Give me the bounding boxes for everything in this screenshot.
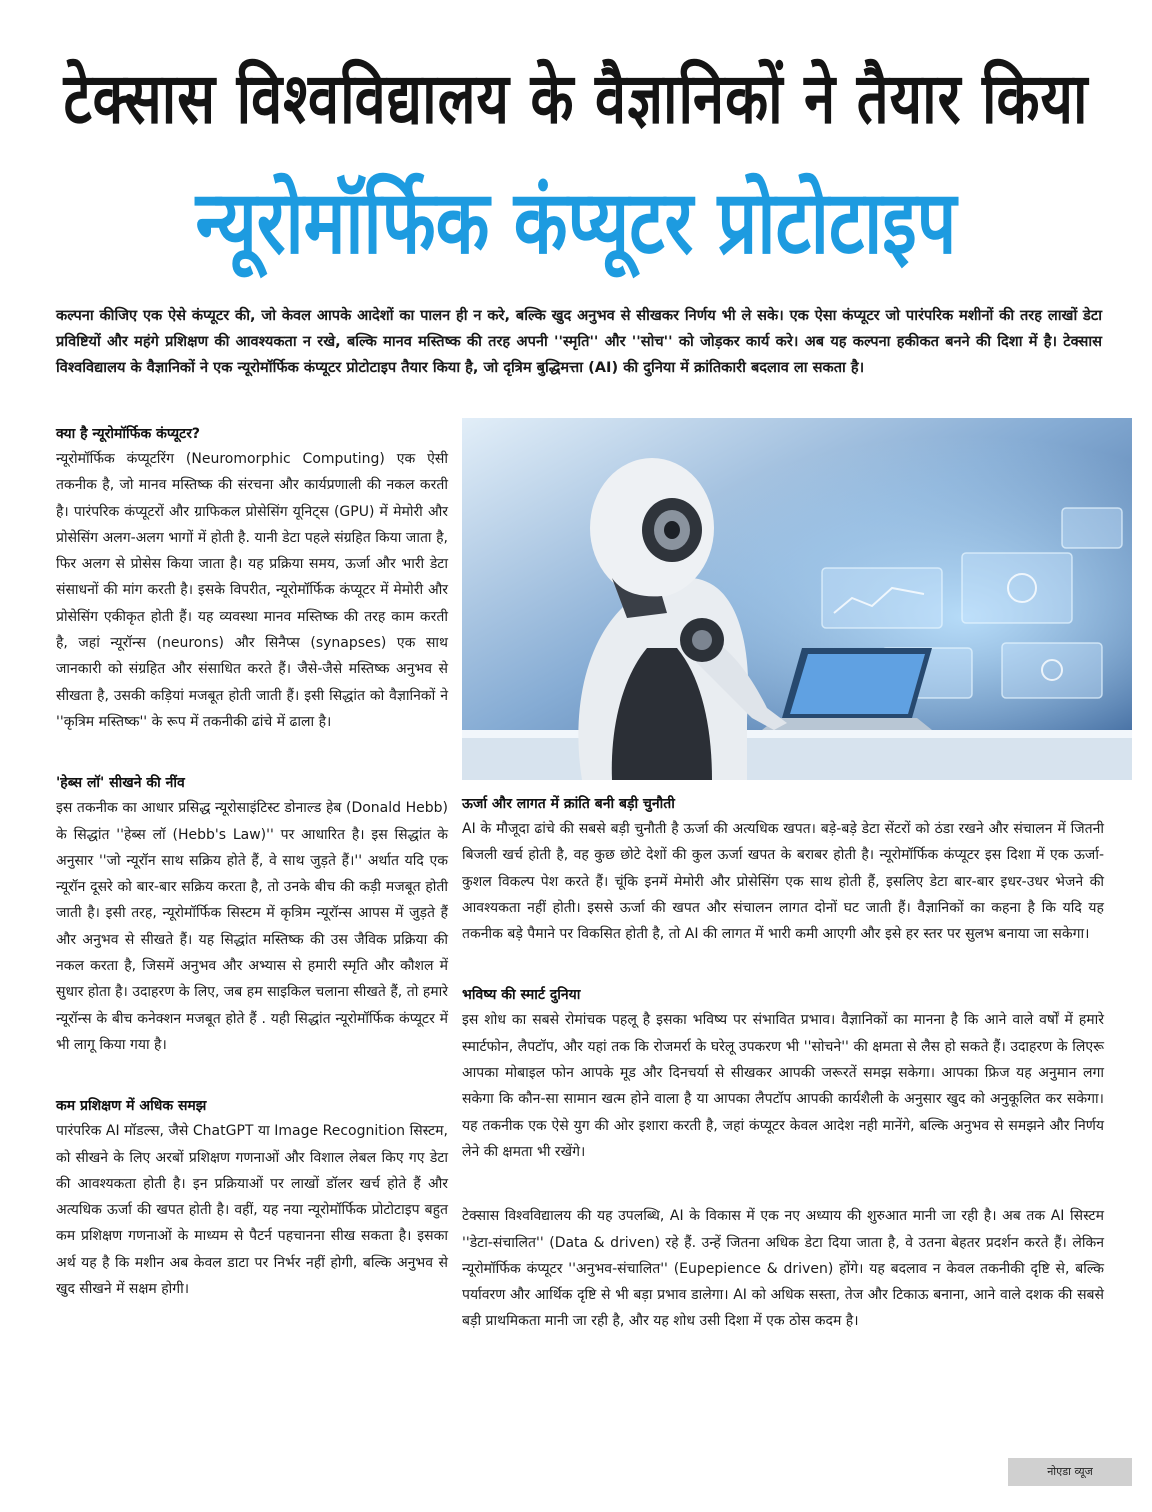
headline-line-1: टेक्सास विश्वविद्यालय के वैज्ञानिकों ने तैयार किया (63, 58, 1089, 140)
right-column (462, 794, 1104, 1335)
section-body-future: इस शोध का सबसे रोमांचक पहलू है इसका भविष्य पर संभावित प्रभाव। वैज्ञानिकों का मानना है कि आने वाले वर्षों में हमारे स्मार्टफोन, लैपटॉप, और यहां तक कि रोजमर्रा के घरेलू उपकरण भी ''सोचने'' की क्षमता से लैस हो सकते हैं। उदाहरण के लिएरू आपका मोबाइल फोन आपके मूड और दिनचर्या से सीखकर आपकी जरूरतें समझ सकेगा। आपका फ्रिज यह अनुमान लगा सकेगा कि कौन-सा सामान खत्म होने वाला है या आपका लैपटॉप आपकी कार्यशैली के अनुसार खुद को अनुकूलित कर सकेगा। यह तकनीक एक ऐसे युग की ओर इशारा करती है, जहां कंप्यूटर केवल आदेश नही मानेंगे, बल्कि अनुभव से समझने और निर्णय लेने की क्षमता भी रखेंगे। (462, 1012, 1104, 1160)
source-credit: नोएडा व्यूज (1008, 1458, 1132, 1486)
intro-paragraph: कल्पना कीजिए एक ऐसे कंप्यूटर की, जो केवल आपके आदेशों का पालन ही न करे, बल्कि खुद अनुभव से सीखकर निर्णय भी ले सके। एक ऐसा कंप्यूटर जो पारंपरिक मशीनों की तरह लाखों डेटा प्रविष्टियों और महंगे प्रशिक्षण की आवश्यकता न रखे, बल्कि मानव मस्तिष्क की तरह अपनी ''स्मृति'' और ''सोच'' को जोड़कर कार्य करे। अब यह कल्पना हकीकत बनने की दिशा में है। टेक्सास विश्वविद्यालय के वैज्ञानिकों ने एक न्यूरोमॉर्फिक कंप्यूटर प्रोटोटाइप तैयार किया है, जो दृत्रिम बुद्धिमत्ता (AI) की दुनिया में क्रांतिकारी बदलाव ला सकता है। (56, 306, 1102, 376)
section-title-future: भविष्य की स्मार्ट दुनिया (462, 987, 581, 1004)
section-title-hebb: 'हेब्स लॉ' सीखने की नींव (56, 775, 185, 792)
robot-laptop-photo (462, 418, 1132, 780)
section-title-training: कम प्रशिक्षण में अधिक समझ (56, 1098, 207, 1115)
section-body-conclusion: टेक्सास विश्वविद्यालय की यह उपलब्धि, AI के विकास में एक नए अध्याय की शुरुआत मानी जा रही है। अब तक AI सिस्टम ''डेटा-संचालित'' (Data & driven) रहे हैं. उन्हें जितना अधिक डेटा दिया जाता है, वे उतना बेहतर प्रदर्शन करते हैं। लेकिन न्यूरोमॉर्फिक कंप्यूटर ''अनुभव-संचालित'' (Eupерience & driven) होंगे। यह बदलाव न केवल तकनीकी दृष्टि से, बल्कि पर्यावरण और आर्थिक दृष्टि से भी बड़ा प्रभाव डालेगा। AI को अधिक सस्ता, तेज और टिकाऊ बनाना, आने वाले दशक की सबसे बड़ी प्राथमिकता मानी जा रही है, और यह शोध उसी दिशा में एक ठोस कदम है। (462, 1208, 1104, 1330)
left-column (56, 424, 448, 1302)
section-body-hebb: इस तकनीक का आधार प्रसिद्ध न्यूरोसाइंटिस्ट डोनाल्ड हेब (Donald Hebb) के सिद्धांत ''हेब्स लॉ (Hebb's Law)'' पर आधारित है। इस सिद्धांत के अनुसार ''जो न्यूरॉन साथ सक्रिय होते हैं, वे साथ जुड़ते हैं।'' अर्थात यदि एक न्यूरॉन दूसरे को बार-बार सक्रिय करता है, तो उनके बीच की कड़ी मजबूत होती जाती है। इसी तरह, न्यूरोमॉर्फिक सिस्टम में कृत्रिम न्यूरॉन्स आपस में जुड़ते हैं और अनुभव से सीखते हैं। यह सिद्धांत मस्तिष्क की उस जैविक प्रक्रिया की नकल करता है, जिसमें अनुभव और अभ्यास से हमारी स्मृति और कौशल में सुधार होता है। उदाहरण के लिए, जब हम साइकिल चलाना सीखते हैं, तो हमारे न्यूरॉन्स के बीच कनेक्शन मजबूत होते हैं . यही सिद्धांत न्यूरोमॉर्फिक कंप्यूटर में भी लागू किया गया है। (56, 800, 448, 1053)
headline-line-2: न्यूरोमॉर्फिक कंप्यूटर प्रोटोटाइप (195, 171, 957, 274)
section-body-training: पारंपरिक AI मॉडल्स, जैसे ChatGPT या Image Recognition सिस्टम, को सीखने के लिए अरबों प्रशिक्षण गणनाओं और विशाल लेबल किए गए डेटा की आवश्यकता होती है। इन प्रक्रियाओं पर लाखों डॉलर खर्च होते हैं और अत्यधिक ऊर्जा की खपत होती है। वहीं, यह नया न्यूरोमॉर्फिक प्रोटोटाइप बहुत कम प्रशिक्षण गणनाओं के माध्यम से पैटर्न पहचानना सीख सकता है। इसका अर्थ यह है कि मशीन अब केवल डाटा पर निर्भर नहीं होगी, बल्कि अनुभव से खुद सीखने में सक्षम होगी। (56, 1123, 448, 1298)
robot-illustration (462, 418, 1132, 780)
section-title-what: क्या है न्यूरोमॉर्फिक कंप्यूटर? (56, 426, 201, 442)
section-body-energy: AI के मौजूदा ढांचे की सबसे बड़ी चुनौती है ऊर्जा की अत्यधिक खपत। बड़े-बड़े डेटा सेंटरों को ठंडा रखने और संचालन में जितनी बिजली खर्च होती है, वह कुछ छोटे देशों की कुल ऊर्जा खपत के बराबर होती है। न्यूरोमॉर्फिक कंप्यूटर इस दिशा में एक ऊर्जा-कुशल विकल्प पेश करते हैं। चूंकि इनमें मेमोरी और प्रोसेसिंग एक साथ होती हैं, इसलिए डेटा बार-बार इधर-उधर भेजने की आवश्यकता नहीं होती। इससे ऊर्जा की खपत और संचालन लागत दोनों घट जाती हैं। वैज्ञानिकों का कहना है कि यदि यह तकनीक बड़े पैमाने पर विकसित होती है, तो AI की लागत में भारी कमी आएगी और इसे हर स्तर पर सुलभ बनाया जा सकेगा। (462, 821, 1104, 943)
section-title-energy: ऊर्जा और लागत में क्रांति बनी बड़ी चुनौती (462, 796, 675, 812)
section-body-what: न्यूरोमॉर्फिक कंप्यूटरिंग (Neuromorphic Computing) एक ऐसी तकनीक है, जो मानव मस्तिष्क की संरचना और कार्यप्रणाली की नकल करती है। पारंपरिक कंप्यूटरों और ग्राफिकल प्रोसेसिंग यूनिट्स (GPU) में मेमोरी और प्रोसेसिंग अलग-अलग भागों में होती है. यानी डेटा पहले संग्रहित किया जाता है, फिर अलग से प्रोसेस किया जाता है। यह प्रक्रिया समय, ऊर्जा और भारी डेटा संसाधनों की मांग करती है। इसके विपरीत, न्यूरोमॉर्फिक कंप्यूटर में मेमोरी और प्रोसेसिंग एकीकृत होती हैं। यह व्यवस्था मानव मस्तिष्क की तरह काम करती है, जहां न्यूरॉन्स (neurons) और सिनैप्स (synapses) एक साथ जानकारी को संग्रहित और संसाधित करते हैं। जैसे-जैसे मस्तिष्क अनुभव से सीखता है, उसकी कड़ियां मजबूत होती जाती हैं। इसी सिद्धांत को वैज्ञानिकों ने ''कृत्रिम मस्तिष्क'' के रूप में तकनीकी ढांचे में ढाला है। (56, 451, 448, 730)
